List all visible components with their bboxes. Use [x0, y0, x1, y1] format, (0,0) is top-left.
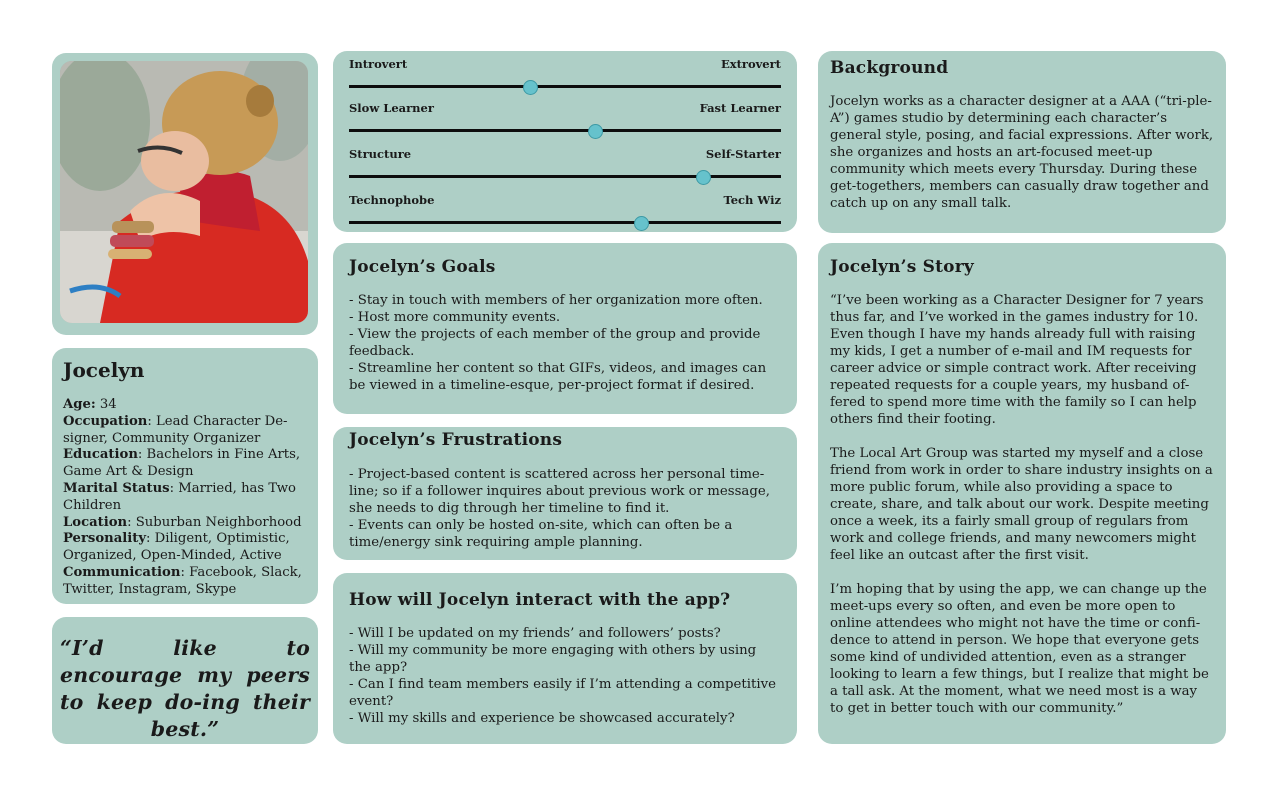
background-text: Jocelyn works as a character designer at a AAA (“tri-ple-A”) games studio by determining each character’s general style, posing, and facial expressions. After work, she organizes and hosts an art-focused meet-up community which meets every Thursday. During these get-togethers, members can casually draw together and catch up on any small talk.	[830, 94, 1214, 212]
profile-field-label: Location	[63, 514, 128, 530]
personality-sliders	[333, 51, 797, 232]
app-interaction-title: How will Jocelyn interact with the app?	[349, 590, 731, 610]
goals-list	[349, 292, 781, 394]
trait-right-label: Tech Wiz	[723, 193, 781, 207]
trait-left-label: Technophobe	[349, 193, 435, 207]
profile-field-value: : Bachelors in Fine Arts, Game Art & Design	[63, 447, 301, 480]
profile-field	[63, 515, 307, 532]
quote-card	[52, 617, 318, 744]
story-paragraph: The Local Art Group was started my myself and a close friend from work in order to share industry insights on a more public forum, while also providing a space to create, share, and talk about our work. Despite meeting once a week, its a fairly small group of regulars from work and college friends, and many newcomers might feel like an outcast after the first visit.	[830, 446, 1213, 564]
profile-field-value: 34	[95, 397, 117, 412]
frustration-item: - Project-based content is scattered across her personal time-line; so if a follower inquires about previous work or message, she needs to dig through her timeline to find it.	[349, 467, 770, 517]
profile-field-label: Communication	[63, 564, 181, 580]
persona-photo	[60, 61, 308, 323]
app-interaction-card	[333, 573, 797, 744]
profile-field-label: Occupation	[63, 413, 148, 429]
trait-track	[349, 221, 781, 224]
goal-item: - View the projects of each member of the group and provide feedback.	[349, 327, 761, 360]
profile-field-label: Marital Status	[63, 480, 170, 496]
story-card	[818, 243, 1226, 744]
frustrations-list	[349, 466, 781, 551]
trait-level-knob	[634, 216, 649, 231]
trait-track	[349, 129, 781, 132]
photo-card	[52, 53, 318, 335]
trait-track	[349, 85, 781, 88]
persona-quote: “I’d like to encourage my peers to keep do-ing their best.”	[60, 636, 310, 741]
goal-item: - Stay in touch with members of her organization more often.	[349, 293, 763, 309]
trait-left-label: Structure	[349, 147, 412, 161]
app-question-item: - Will my skills and experience be showcased accurately?	[349, 711, 735, 727]
profile-field-value: : Facebook, Slack, Twitter, Instagram, Skype	[63, 564, 302, 597]
trait-track	[349, 175, 781, 178]
goals-card	[333, 243, 797, 414]
trait-level-knob	[523, 80, 538, 95]
frustrations-card	[333, 427, 797, 560]
trait-right-label: Fast Learner	[699, 101, 781, 115]
trait-level-knob	[588, 124, 603, 139]
persona-illustration	[60, 61, 308, 323]
frustrations-title: Jocelyn’s Frustrations	[349, 430, 563, 450]
story-paragraph: “I’ve been working as a Character Designer for 7 years thus far, and I’ve worked in the games industry for 10. Even though I have my hands already full with raising my kids, I get a number of e-mail and IM requests for career advice or simple contract work. After receiving repeated requests for a couple years, my husband of-fered to spend more time with the family so I can help others find their footing.	[830, 293, 1204, 428]
profile-field	[63, 447, 307, 481]
story-text	[830, 292, 1214, 717]
app-interaction-list	[349, 625, 781, 727]
story-title: Jocelyn’s Story	[830, 257, 974, 277]
trait-left-label: Slow Learner	[349, 101, 434, 115]
profile-fields	[63, 397, 307, 599]
trait-slider	[349, 101, 781, 131]
trait-left-label: Introvert	[349, 57, 408, 71]
goal-item: - Host more community events.	[349, 310, 561, 326]
app-question-item: - Can I find team members easily if I’m attending a competitive event?	[349, 677, 776, 710]
profile-field-label: Age:	[63, 397, 96, 412]
goal-item: - Streamline her content so that GIFs, videos, and images can be viewed in a timeline-esque, per-project format if desired.	[349, 361, 767, 394]
profile-field-value: : Suburban Neighborhood	[127, 514, 302, 530]
goals-title: Jocelyn’s Goals	[349, 257, 496, 277]
trait-slider	[349, 57, 781, 87]
story-paragraph: I’m hoping that by using the app, we can change up the meet-ups every so often, and even be more open to online attendees who might not have the time or confi-dence to attend in person. We hope that everyone gets some kind of undivided attention, even as a stranger looking to learn a few things, but I realize that might be a tall ask. At the moment, what we need most is a way to get in better touch with our community.”	[830, 582, 1209, 717]
persona-name: Jocelyn	[63, 358, 145, 382]
frustration-item: - Events can only be hosted on-site, which can often be a time/energy sink requiring ample planning.	[349, 518, 733, 551]
profile-field	[63, 531, 307, 565]
trait-right-label: Self-Starter	[705, 147, 781, 161]
background-card	[818, 51, 1226, 233]
profile-field-value: : Married, has Two Children	[63, 480, 296, 513]
profile-field-value: : Diligent, Optimistic, Organized, Open-Minded, Active	[63, 531, 290, 564]
profile-field-value: : Lead Character De-signer, Community Organizer	[63, 413, 288, 446]
app-question-item: - Will my community be more engaging with others by using the app?	[349, 643, 757, 676]
app-question-item: - Will I be updated on my friends’ and followers’ posts?	[349, 626, 721, 642]
profile-field-label: Personality	[63, 531, 147, 547]
trait-slider	[349, 193, 781, 223]
background-title: Background	[830, 58, 949, 78]
profile-field	[63, 397, 307, 414]
profile-field	[63, 565, 307, 599]
profile-field	[63, 481, 307, 515]
trait-right-label: Extrovert	[720, 57, 781, 71]
profile-field-label: Education	[63, 447, 138, 463]
trait-level-knob	[696, 170, 711, 185]
trait-slider	[349, 147, 781, 177]
profile-field	[63, 414, 307, 448]
profile-card	[52, 348, 318, 604]
